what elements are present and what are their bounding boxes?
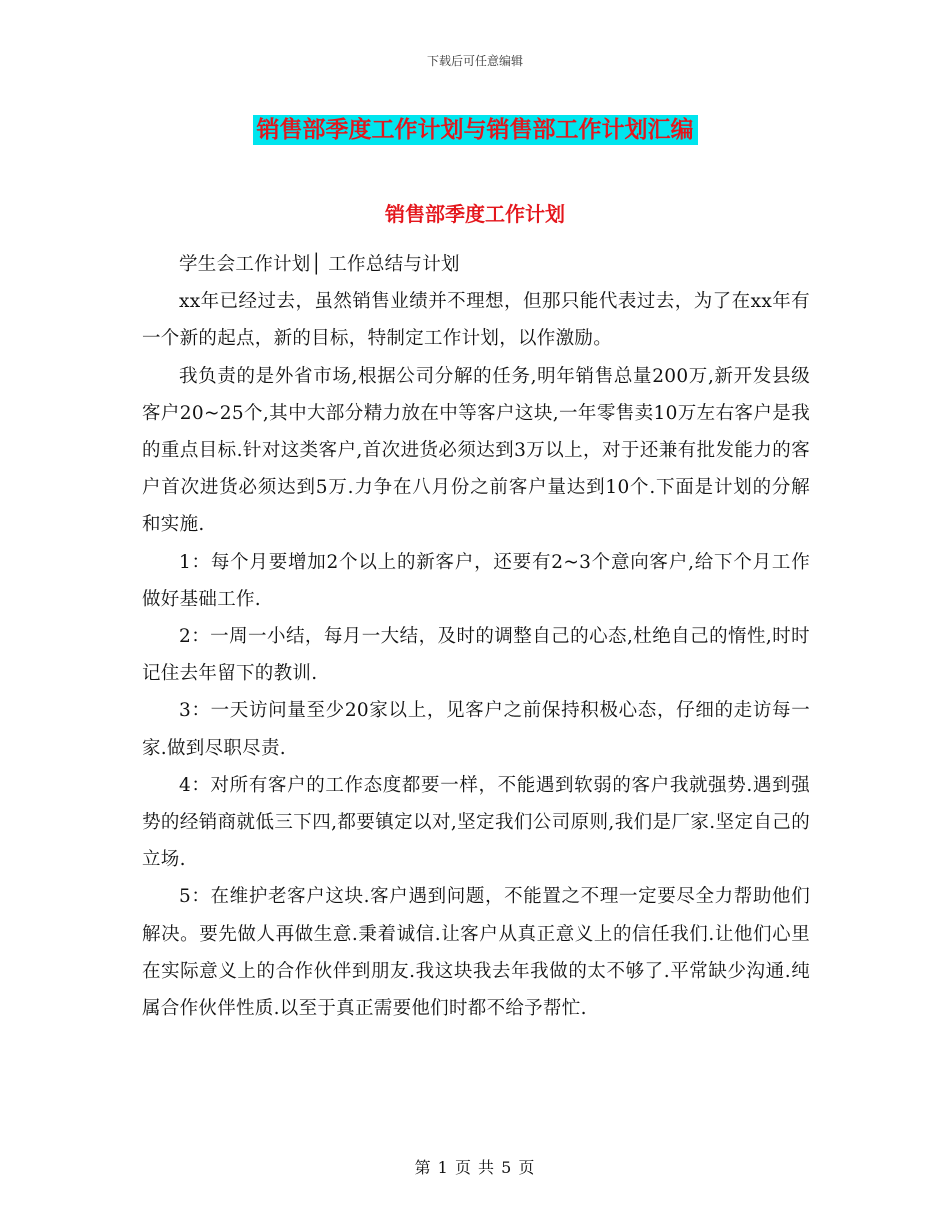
section-title: 销售部季度工作计划: [385, 202, 565, 226]
page-number: 第 1 页 共 5 页: [414, 1158, 536, 1177]
document-body: [142, 246, 810, 1027]
paragraph-item-1: 1：每个月要增加2个以上的新客户，还要有2~3个意向客户,给下个月工作做好基础工作.: [142, 551, 810, 610]
paragraph-item-2: 2：一周一小结，每月一大结，及时的调整自己的心态,杜绝自己的惰性,时时记住去年留下的教训.: [142, 626, 810, 685]
paragraph-intro: xx年已经过去，虽然销售业绩并不理想，但那只能代表过去，为了在xx年有一个新的起点，新的目标，特制定工作计划，以作激励。: [142, 291, 810, 350]
paragraph-subtitle: 学生会工作计划│ 工作总结与计划: [179, 254, 460, 275]
document-title-text: 销售部季度工作计划与销售部工作计划汇编: [253, 115, 698, 145]
paragraph-item-4: 4：对所有客户的工作态度都要一样，不能遇到软弱的客户我就强势.遇到强势的经销商就低三下四,都要镇定以对,坚定我们公司原则,我们是厂家.坚定自己的立场.: [142, 774, 810, 871]
paragraph-item-5: 5：在维护老客户这块.客户遇到问题，不能置之不理一定要尽全力帮助他们解决。要先做人再做生意.秉着诚信.让客户从真正意义上的信任我们.让他们心里在实际意义上的合作伙伴到朋友.我这块我去年我做的太不够了.平常缺少沟通.纯属合作伙伴性质.以至于真正需要他们时都不给予帮忙.: [142, 886, 810, 1020]
page-header-note: 下载后可任意编辑: [426, 54, 523, 68]
paragraph-item-3: 3：一天访问量至少20家以上，见客户之前保持积极心态，仔细的走访每一家.做到尽职尽责.: [142, 700, 810, 759]
paragraph-responsibility: 我负责的是外省市场,根据公司分解的任务,明年销售总量200万,新开发县级客户20~25个,其中大部分精力放在中等客户这块,一年零售卖10万左右客户是我的重点目标.针对这类客户,首次进货必须达到3万以上，对于还兼有批发能力的客户首次进货必须达到5万.力争在八月份之前客户量达到10个.下面是计划的分解和实施.: [142, 365, 810, 536]
document-title: [0, 112, 950, 148]
